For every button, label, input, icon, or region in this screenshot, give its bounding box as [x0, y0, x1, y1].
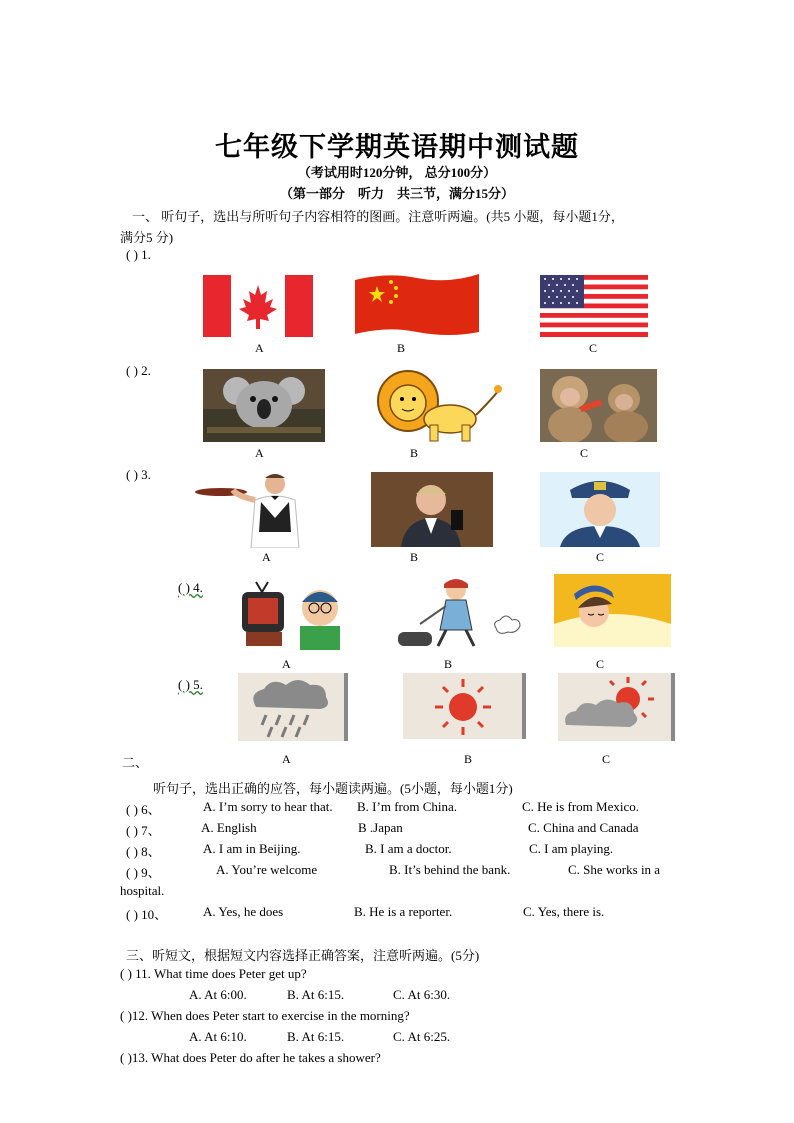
section2-number: 二、 — [122, 755, 149, 770]
usa-flag-image — [540, 275, 648, 337]
q12-option-b: B. At 6:15. — [287, 1029, 345, 1044]
q5-label-c: C — [602, 752, 611, 766]
q1-label-a: A — [255, 341, 264, 355]
q1-label-b: B — [397, 341, 406, 355]
page-title: 七年级下学期英语期中测试题 — [215, 132, 579, 162]
lion-image — [358, 369, 506, 443]
q7-number: ( ) 7、 — [126, 823, 161, 838]
q1-label-c: C — [589, 341, 598, 355]
q4-number: ( ) 4. — [178, 580, 203, 595]
q10-option-a: A. Yes, he does — [203, 904, 284, 919]
sunny-weather-image — [403, 673, 526, 739]
q5-label-a: A — [282, 752, 291, 766]
q10-option-c: C. Yes, there is. — [523, 904, 605, 919]
rainy-weather-image — [238, 673, 348, 741]
q10-option-b: B. He is a reporter. — [354, 904, 453, 919]
q4-label-a: A — [282, 657, 291, 671]
part-info: （第一部分 听力 共三节，满分15分） — [279, 186, 514, 201]
q3-label-c: C — [596, 550, 605, 564]
q7-option-b: B .Japan — [358, 820, 403, 835]
q9-option-c: C. She works in a — [568, 862, 661, 877]
q6-number: ( ) 6、 — [126, 802, 161, 817]
section1-heading: 一、 听句子，选出与所听句子内容相符的图画。注意听两遍。(共5 小题，每小题1分， — [132, 209, 624, 224]
q5-number: ( ) 5. — [178, 677, 203, 692]
q3-label-b: B — [410, 550, 419, 564]
reporter-image — [371, 472, 493, 547]
boy-watching-tv-image — [238, 578, 348, 650]
waiter-image — [193, 470, 313, 548]
koala-image — [203, 369, 325, 442]
q11-option-b: B. At 6:15. — [287, 987, 345, 1002]
q7-option-c: C. China and Canada — [528, 820, 639, 835]
boy-sleeping-image — [554, 574, 671, 647]
q3-number: ( ) 3. — [126, 467, 151, 482]
q11-option-c: C. At 6:30. — [393, 987, 451, 1002]
q12-option-c: C. At 6:25. — [393, 1029, 451, 1044]
exam-info: （考试用时120分钟， 总分100分） — [297, 165, 497, 180]
q2-label-a: A — [255, 446, 264, 460]
q6-option-b: B. I’m from China. — [357, 799, 458, 814]
q6-option-c: C. He is from Mexico. — [522, 799, 639, 814]
q8-number: ( ) 8、 — [126, 844, 161, 859]
q8-option-b: B. I am a doctor. — [365, 841, 452, 856]
section2-heading: 听句子，选出正确的应答，每小题读两遍。(5小题，每小题1分) — [153, 781, 513, 796]
q5-label-b: B — [464, 752, 473, 766]
q8-option-c: C. I am playing. — [529, 841, 614, 856]
q8-option-a: A. I am in Beijing. — [203, 841, 301, 856]
canada-flag-image — [203, 275, 313, 337]
monkeys-image — [540, 369, 657, 442]
section1-heading-cont: 满分5 分) — [120, 230, 174, 245]
q2-label-b: B — [410, 446, 419, 460]
q6-option-a: A. I’m sorry to hear that. — [203, 799, 333, 814]
q4-label-c: C — [596, 657, 605, 671]
q12-stem: ( )12. When does Peter start to exercise in the morning? — [120, 1008, 410, 1023]
china-flag-image — [353, 272, 481, 338]
q11-stem: ( ) 11. What time does Peter get up? — [120, 966, 307, 981]
q9-option-a: A. You’re welcome — [216, 862, 318, 877]
q7-option-a: A. English — [201, 820, 257, 835]
q10-number: ( ) 10、 — [126, 907, 168, 922]
q9-number: ( ) 9、 — [126, 865, 161, 880]
cloudy-weather-image — [558, 673, 675, 741]
q11-option-a: A. At 6:00. — [189, 987, 247, 1002]
q9-option-b: B. It’s behind the bank. — [389, 862, 511, 877]
q2-label-c: C — [580, 446, 589, 460]
q2-number: ( ) 2. — [126, 363, 151, 378]
q13-stem: ( )13. What does Peter do after he takes a shower? — [120, 1050, 381, 1065]
q3-label-a: A — [262, 550, 271, 564]
q1-number: ( ) 1. — [126, 247, 151, 262]
woman-vacuuming-image — [390, 576, 528, 652]
section3-heading: 三、听短文，根据短文内容选择正确答案，注意听两遍。(5分) — [126, 948, 480, 963]
q9-option-c-cont: hospital. — [120, 883, 165, 898]
q4-label-b: B — [444, 657, 453, 671]
q12-option-a: A. At 6:10. — [189, 1029, 247, 1044]
policeman-image — [540, 472, 660, 547]
